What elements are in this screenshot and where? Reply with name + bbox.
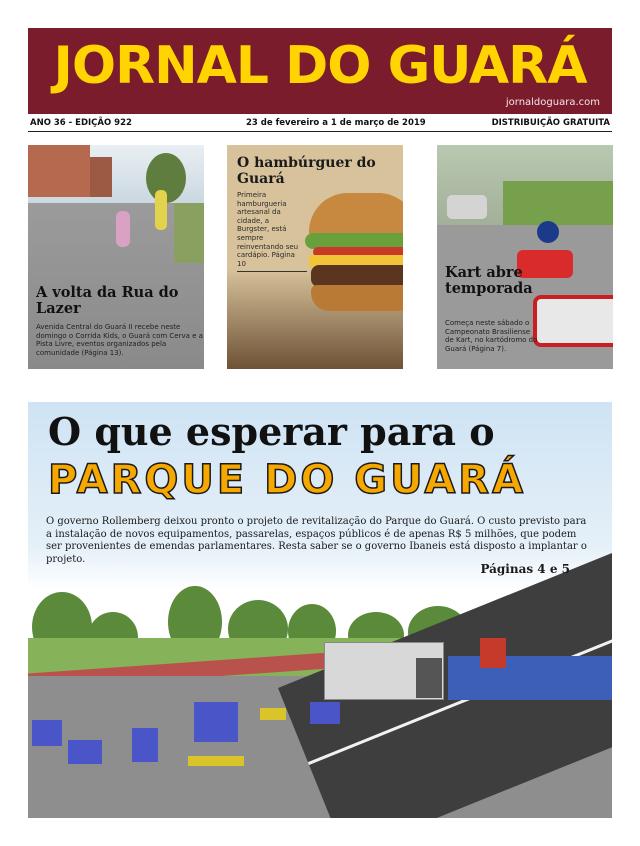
kart-photo [447, 195, 487, 219]
exercise-equipment [310, 702, 340, 724]
story-headline: A volta da Rua do Lazer [36, 284, 179, 317]
exercise-equipment [188, 756, 244, 766]
exercise-equipment [194, 702, 238, 742]
exercise-equipment [260, 708, 286, 720]
kart-photo [533, 295, 613, 347]
story-text: Avenida Central do Guará II recebe neste domingo o Corrida Kids, o Guará com Cerva e a Pista Livre, eventos organizados pela comunidade (Página 13). [36, 323, 203, 357]
story-text: Primeira hamburgueria artesanal da cidade, a Burgster, está sempre reinventando seu cardápio. Página 10 [237, 191, 299, 268]
playground [448, 656, 612, 700]
story-text: Começa neste sábado o Campeonato Brasiliense de Kart, no kartódromo do Guará (Página 7). [445, 319, 538, 353]
helmet-photo [537, 221, 559, 243]
burger-photo [309, 193, 403, 333]
masthead [28, 28, 612, 114]
story-rua-do-lazer[interactable] [28, 145, 204, 369]
edition-number: ANO 36 - EDIÇÃO 922 [30, 118, 132, 128]
feature-headline: O que esperar para o [48, 409, 495, 454]
burger-bun-bottom [311, 285, 403, 311]
exercise-equipment [132, 728, 158, 762]
story-photo-grass [174, 203, 204, 263]
park-building-door [416, 658, 442, 698]
edition-date: 23 de fevereiro a 1 de março de 2019 [246, 118, 426, 128]
story-photo-building [28, 145, 90, 197]
feature-text: O governo Rollemberg deixou pronto o projeto de revitalização do Parque do Guará. O custo previsto para a instalação de novos equipamentos, passarelas, espaços públicos é de apenas R$ 5 milhões, que podem ser provenientes de emendas parlamentares. Resta saber se o governo Ibaneis está disposto a implantar o projeto. [46, 516, 587, 565]
story-kart[interactable] [437, 145, 613, 369]
story-headline: Kart abre temporada [445, 264, 533, 297]
website-url[interactable]: jornaldoguara.com [505, 97, 600, 108]
feature-subhead: PARQUE DO GUARÁ [48, 457, 527, 503]
burger-patty [311, 265, 403, 287]
newspaper-title: JORNAL DO GUARÁ [53, 36, 587, 96]
divider [237, 271, 307, 272]
exercise-equipment [68, 740, 102, 764]
playground-slide [480, 638, 506, 668]
distribution-note: DISTRIBUIÇÃO GRATUITA [491, 118, 610, 128]
feature-parque-do-guara[interactable] [28, 402, 612, 818]
exercise-equipment [32, 720, 62, 746]
story-hamburguer[interactable] [227, 145, 403, 369]
story-headline: O hambúrguer do Guará [237, 155, 376, 187]
story-photo-child [116, 211, 130, 247]
story-photo-woman [155, 190, 167, 230]
story-photo-building [90, 157, 112, 197]
feature-pages-reference: Páginas 4 e 5 [480, 562, 570, 576]
edition-info-bar [28, 117, 612, 132]
